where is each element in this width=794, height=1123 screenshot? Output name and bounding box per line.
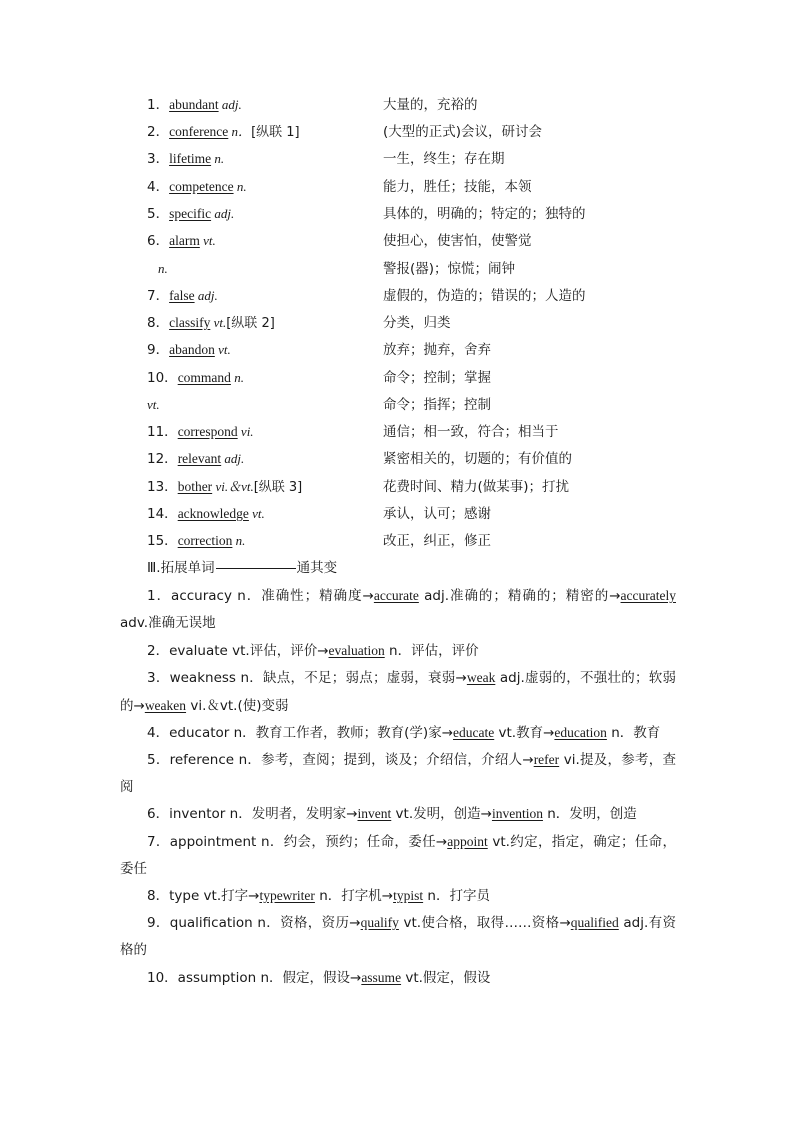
heading-rule	[216, 568, 296, 569]
item-number: 6．	[147, 233, 170, 249]
expand-text: 3．weakness n．缺点，不足；弱点；虚弱，衰弱→	[147, 670, 467, 686]
expand-text: n．教育	[606, 725, 661, 741]
expand-text: vt.发明，创造→	[391, 806, 492, 822]
expand-item-3	[120, 664, 676, 720]
vocab-definition: 花费时间、精力(做某事)；打扰	[383, 479, 570, 495]
part-of-speech: adj.	[211, 206, 235, 221]
derived-word: education	[554, 725, 607, 740]
item-number: 5．	[147, 206, 170, 222]
part-of-speech: n.	[230, 370, 244, 385]
vocab-row-15	[147, 530, 245, 552]
part-of-speech: n.	[233, 179, 247, 194]
item-number: 7．	[147, 288, 170, 304]
expand-text: 9．qualification n．资格，资历→	[147, 915, 361, 931]
derived-word: appoint	[447, 834, 488, 849]
vocab-definition: (大型的正式)会议，研讨会	[383, 124, 543, 140]
expand-item-1	[120, 582, 676, 637]
vocab-definition: 具体的，明确的；特定的；独特的	[383, 206, 586, 222]
item-number: 12．	[147, 451, 178, 467]
part-of-speech: n.	[158, 261, 168, 276]
vocab-definition: 紧密相关的，切题的；有价值的	[383, 451, 572, 467]
part-of-speech: adj.	[218, 97, 242, 112]
vocab-definition: 虚假的，伪造的；错误的；人造的	[383, 288, 586, 304]
vocab-word: abandon	[169, 342, 215, 357]
expand-text: n．发明，创造	[542, 806, 637, 822]
expand-text: 1．accuracy n．准确性；精确度→	[147, 588, 374, 604]
expand-item-10	[120, 964, 676, 992]
vocab-row-11	[147, 421, 254, 443]
vocab-row-4	[147, 176, 247, 198]
vocab-definition: 改正，纠正，修正	[383, 533, 491, 549]
vocab-word: lifetime	[169, 151, 212, 166]
item-number: 15．	[147, 533, 178, 549]
vocab-word: correction	[177, 533, 233, 548]
part-of-speech: vt.	[210, 315, 227, 330]
cross-reference-tag: [纵联 3]	[253, 480, 303, 495]
expand-item-9	[120, 909, 676, 964]
part-of-speech: vt.	[214, 342, 231, 357]
expand-text: vt.教育→	[494, 725, 555, 741]
expand-item-8	[120, 882, 676, 910]
part-of-speech: adj.	[194, 288, 218, 303]
vocab-definition: 能力，胜任；技能，本领	[383, 179, 532, 195]
vocab-word: false	[169, 288, 195, 303]
expand-text: n．打字员	[423, 888, 490, 904]
expand-text: n．打字机→	[314, 888, 394, 904]
derived-word: qualified	[570, 915, 619, 930]
vocab-word: bother	[177, 479, 213, 494]
item-number: 8．	[147, 315, 170, 331]
cross-reference-tag: [纵联 2]	[226, 316, 275, 331]
item-number: 14．	[147, 506, 178, 522]
expand-text: 7．appointment n．约会，预约；任命，委任→	[147, 834, 448, 850]
vocab-row-9	[147, 339, 231, 361]
vocab-word: abundant	[169, 97, 219, 112]
derived-word: typist	[393, 888, 424, 903]
part-of-speech: n.	[232, 533, 246, 548]
expand-text: 5．reference n．参考，查阅；提到，谈及；介绍信，介绍人→	[147, 752, 534, 768]
expand-item-7	[120, 828, 676, 883]
vocab-word: classify	[169, 315, 211, 330]
vocab-word: correspond	[177, 424, 238, 439]
part-of-speech: n．	[228, 124, 252, 139]
part-of-speech: vt.	[199, 233, 216, 248]
expand-text: vi.提及，参考，查阅	[120, 752, 676, 796]
part-of-speech: vi.＆vt.	[212, 479, 254, 494]
vocab-word: competence	[169, 179, 234, 194]
vocab-word: conference	[169, 124, 229, 139]
heading-suffix: 通其变	[296, 560, 338, 576]
vocab-row-8	[147, 312, 275, 334]
expand-text: 2．evaluate vt.评估，评价→	[147, 643, 329, 659]
cross-reference-tag: [纵联 1]	[251, 125, 300, 140]
expand-text: vi.＆vt.(使)变弱	[186, 698, 289, 715]
vocab-definition: 一生，终生；存在期	[383, 151, 505, 167]
item-number: 2．	[147, 124, 170, 140]
item-number: 10．	[147, 370, 178, 386]
vocab-row-2	[147, 121, 300, 143]
vocab-row-10	[147, 367, 244, 389]
expand-text: vt.假定，假设	[401, 970, 491, 986]
vocab-row-14	[147, 503, 265, 525]
derived-word: qualify	[360, 915, 399, 930]
vocab-definition: 警报(器)；惊慌；闹钟	[383, 261, 516, 277]
vocab-row-5	[147, 203, 234, 225]
derived-word: weak	[466, 670, 496, 685]
item-number: 1．	[147, 97, 170, 113]
vocab-definition: 承认，认可；感谢	[383, 506, 491, 522]
derived-word: accurate	[373, 588, 419, 603]
vocab-word: command	[177, 370, 231, 385]
vocab-definition: 命令；控制；掌握	[383, 370, 491, 386]
derived-word: evaluation	[328, 643, 385, 658]
expand-item-4	[120, 719, 676, 747]
derived-word: accurately	[620, 588, 676, 603]
derived-word: weaken	[144, 698, 187, 714]
part-of-speech: adj.	[221, 451, 245, 466]
part-of-speech: vi.	[237, 424, 254, 439]
vocab-word: specific	[169, 206, 212, 221]
item-number: 9．	[147, 342, 170, 358]
derived-word: typewriter	[259, 888, 315, 903]
part-of-speech: vt.	[248, 506, 265, 521]
expand-text: vt.约定，指定，确定；任命，委任	[120, 834, 676, 878]
vocab-word: acknowledge	[177, 506, 249, 521]
expand-text: adj.虚弱的，不强壮的；软弱的→	[120, 670, 676, 715]
vocab-row-3	[147, 148, 224, 170]
vocab-row-12	[147, 448, 244, 470]
item-number: 11．	[147, 424, 178, 440]
part-of-speech: vt.	[147, 397, 160, 412]
expand-text: adj.有资格的	[120, 915, 676, 959]
item-number: 13．	[147, 479, 178, 495]
vocab-row-13	[147, 476, 302, 498]
derived-word: refer	[533, 752, 560, 767]
vocab-row-7	[147, 285, 218, 307]
vocab-row-6b	[158, 258, 168, 280]
vocab-definition: 大量的，充裕的	[383, 97, 478, 113]
vocab-row-10b	[147, 394, 160, 416]
derived-word: assume	[361, 970, 402, 985]
item-number: 4．	[147, 179, 170, 195]
item-number: 3．	[147, 151, 170, 167]
vocab-word: alarm	[169, 233, 200, 248]
expand-item-5	[120, 746, 676, 801]
expand-text: 6．inventor n．发明者，发明家→	[147, 806, 358, 822]
derived-word: invention	[491, 806, 543, 821]
heading-prefix: Ⅲ.拓展单词	[147, 560, 215, 576]
section-heading	[147, 557, 337, 579]
expand-text: 8．type vt.打字→	[147, 888, 260, 904]
expand-item-6	[120, 800, 676, 828]
expand-text: 10．assumption n．假定，假设→	[147, 970, 362, 986]
expand-text: 4．educator n．教育工作者，教师；教育(学)家→	[147, 725, 454, 741]
vocab-definition: 命令；指挥；控制	[383, 397, 491, 413]
vocab-row-1	[147, 94, 242, 116]
vocab-definition: 使担心，使害怕，使警觉	[383, 233, 532, 249]
part-of-speech: n.	[211, 151, 225, 166]
vocab-definition: 通信；相一致，符合；相当于	[383, 424, 559, 440]
vocab-definition: 分类，归类	[383, 315, 451, 331]
expand-text: n．评估，评价	[384, 643, 479, 659]
derived-word: educate	[453, 725, 495, 740]
vocab-definition: 放弃；抛弃，舍弃	[383, 342, 491, 358]
expand-text: vt.使合格，取得……资格→	[398, 915, 571, 931]
vocab-word: relevant	[177, 451, 222, 466]
expand-text: adj.准确的；精确的；精密的→	[418, 588, 621, 604]
expand-text: adv.准确无误地	[120, 615, 216, 632]
expand-item-2	[120, 637, 676, 665]
derived-word: invent	[357, 806, 392, 821]
vocab-row-6	[147, 230, 216, 252]
